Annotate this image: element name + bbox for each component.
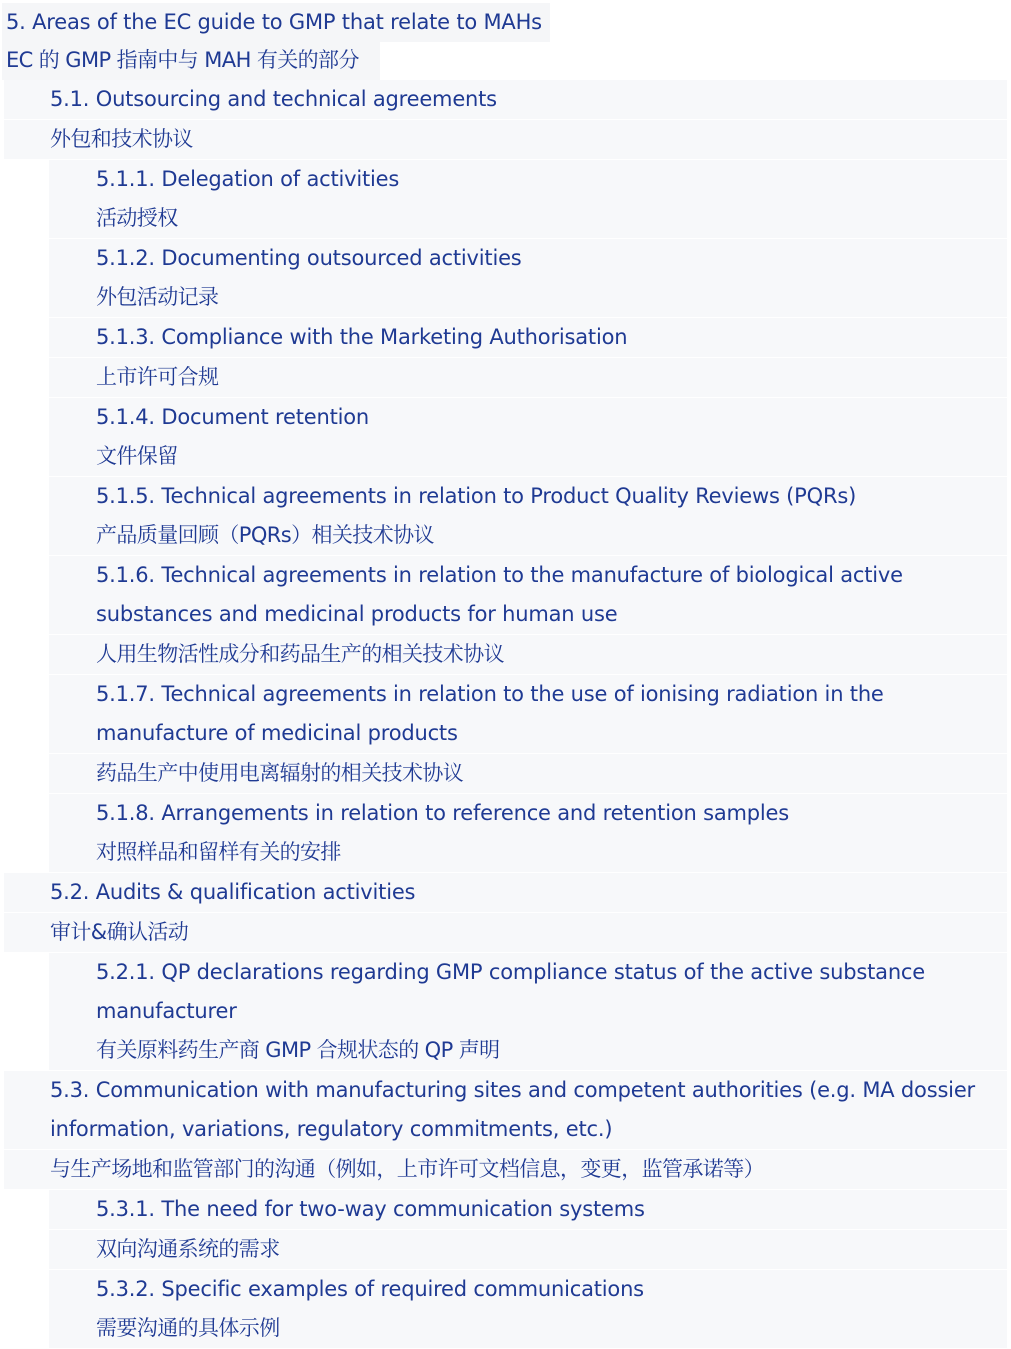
item-5-1-7-title-cont: manufacture of medicinal products: [49, 714, 1007, 753]
item-5-1-1-title-zh: 活动授权: [49, 199, 1007, 238]
item-5-1-8-title-zh: 对照样品和留样有关的安排: [49, 833, 1007, 872]
item-5-1-6-title-zh: 人用生物活性成分和药品生产的相关技术协议: [49, 635, 1007, 674]
item-5-1-1-title: 5.1.1. Delegation of activities: [49, 160, 1007, 199]
item-5-1-title-zh: 外包和技术协议: [4, 120, 1007, 159]
section-title-en: 5. Areas of the EC guide to GMP that relate to MAHs: [2, 3, 550, 42]
item-5-3-1-title-zh: 双向沟通系统的需求: [49, 1230, 1007, 1269]
item-5-1-title: 5.1. Outsourcing and technical agreements: [4, 80, 1007, 119]
item-5-3-2-title-zh: 需要沟通的具体示例: [49, 1309, 1007, 1348]
item-5-2-1-title: 5.2.1. QP declarations regarding GMP compliance status of the active substance: [49, 953, 1007, 992]
item-5-1-3-title: 5.1.3. Compliance with the Marketing Authorisation: [49, 318, 1007, 357]
item-5-1-4-title-zh: 文件保留: [49, 437, 1007, 476]
item-5-1-7-title: 5.1.7. Technical agreements in relation to the use of ionising radiation in the: [49, 675, 1007, 714]
item-5-2-title-zh: 审计&确认活动: [4, 913, 1007, 952]
item-5-1-2-title-zh: 外包活动记录: [49, 278, 1007, 317]
item-5-1-8-title: 5.1.8. Arrangements in relation to reference and retention samples: [49, 794, 1007, 833]
section-title-zh: EC 的 GMP 指南中与 MAH 有关的部分: [2, 41, 380, 80]
item-5-1-6-title-cont: substances and medicinal products for human use: [49, 595, 1007, 634]
item-5-3-title-zh: 与生产场地和监管部门的沟通（例如，上市许可文档信息，变更，监管承诺等）: [4, 1150, 1007, 1189]
item-5-3-title: 5.3. Communication with manufacturing sites and competent authorities (e.g. MA dossier: [4, 1071, 1007, 1110]
item-5-3-2-title: 5.3.2. Specific examples of required communications: [49, 1270, 1007, 1309]
item-5-3-1-title: 5.3.1. The need for two-way communication systems: [49, 1190, 1007, 1229]
item-5-1-5-title-zh: 产品质量回顾（PQRs）相关技术协议: [49, 516, 1007, 555]
item-5-2-title: 5.2. Audits & qualification activities: [4, 873, 1007, 912]
item-5-1-2-title: 5.1.2. Documenting outsourced activities: [49, 239, 1007, 278]
item-5-1-7-title-zh: 药品生产中使用电离辐射的相关技术协议: [49, 754, 1007, 793]
item-5-3-title-cont: information, variations, regulatory commitments, etc.): [4, 1110, 1007, 1149]
item-5-2-1-title-zh: 有关原料药生产商 GMP 合规状态的 QP 声明: [49, 1031, 1007, 1070]
item-5-1-4-title: 5.1.4. Document retention: [49, 398, 1007, 437]
item-5-1-3-title-zh: 上市许可合规: [49, 358, 1007, 397]
item-5-1-6-title: 5.1.6. Technical agreements in relation to the manufacture of biological active: [49, 556, 1007, 595]
item-5-2-1-title-cont: manufacturer: [49, 992, 1007, 1031]
item-5-1-5-title: 5.1.5. Technical agreements in relation to Product Quality Reviews (PQRs): [49, 477, 1007, 516]
